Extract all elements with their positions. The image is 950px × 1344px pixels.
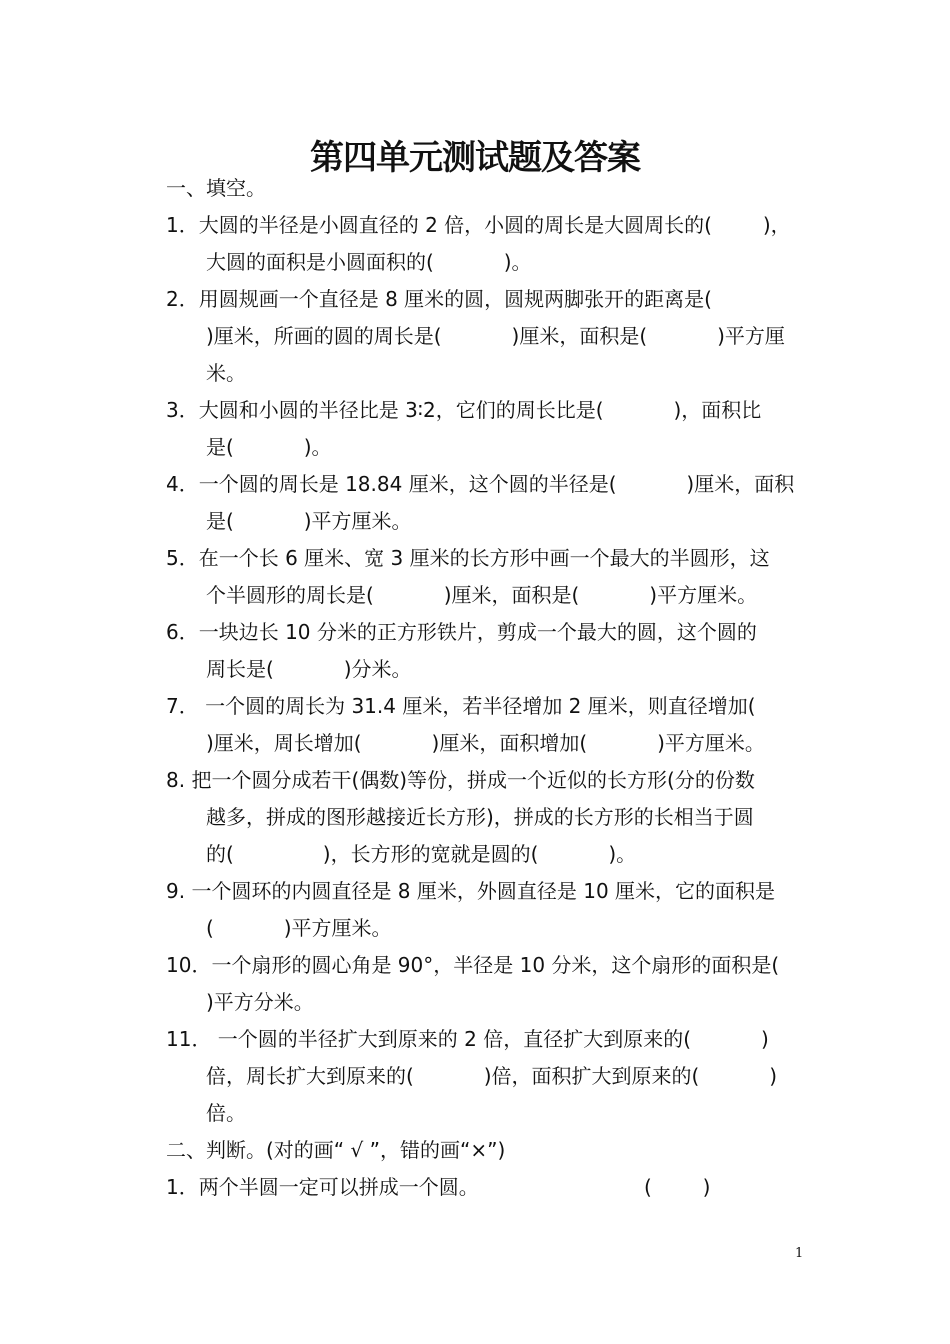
question-line: )厘米，周长增加( )厘米，面积增加( )平方厘米。 <box>206 731 765 755</box>
question-line: 4．一个圆的周长是 18.84 厘米，这个圆的半径是( )厘米，面积 <box>166 472 795 496</box>
question-line: 个半圆形的周长是( )厘米，面积是( )平方厘米。 <box>206 583 758 607</box>
question-line: 8. 把一个圆分成若干(偶数)等份，拼成一个近似的长方形(分的份数 <box>166 768 755 792</box>
question-line: 是( )。 <box>206 435 332 459</box>
question-line: 5．在一个长 6 厘米、宽 3 厘米的长方形中画一个最大的半圆形，这 <box>166 546 770 570</box>
question-line: 2．用圆规画一个直径是 8 厘米的圆，圆规两脚张开的距离是( <box>166 287 712 311</box>
question-line: 11． 一个圆的半径扩大到原来的 2 倍，直径扩大到原来的( ) <box>166 1027 769 1051</box>
document-body <box>166 170 810 1206</box>
question-line: 3．大圆和小圆的半径比是 3∶2，它们的周长比是( )，面积比 <box>166 398 762 422</box>
question-line: )厘米，所画的圆的周长是( )厘米，面积是( )平方厘 <box>206 324 785 348</box>
question-line: 9. 一个圆环的内圆直径是 8 厘米，外圆直径是 10 厘米，它的面积是 <box>166 879 776 903</box>
question-line: 7． 一个圆的周长为 31.4 厘米，若半径增加 2 厘米，则直径增加( <box>166 694 756 718</box>
question-line: 倍，周长扩大到原来的( )倍，面积扩大到原来的( ) <box>206 1064 778 1088</box>
question-list <box>166 207 810 1132</box>
section-heading-fill-blank: 一、填空。 <box>166 176 266 200</box>
section-heading-judge: 二、判断。(对的画“ √ ”，错的画“×”) <box>166 1138 506 1162</box>
judge-question-1: 1．两个半圆一定可以拼成一个圆。 ( ) <box>166 1175 711 1199</box>
question-line: 10．一个扇形的圆心角是 90°，半径是 10 分米，这个扇形的面积是( <box>166 953 780 977</box>
question-line: 是( )平方厘米。 <box>206 509 412 533</box>
question-line: ( )平方厘米。 <box>206 916 392 940</box>
question-line: 大圆的面积是小圆面积的( )。 <box>206 250 532 274</box>
question-line: )平方分米。 <box>206 990 314 1014</box>
question-line: 越多，拼成的图形越接近长方形)，拼成的长方形的长相当于圆 <box>206 805 754 829</box>
page-title: 第四单元测试题及答案 <box>310 138 640 178</box>
question-line: 倍。 <box>206 1101 246 1125</box>
question-line: 的( )，长方形的宽就是圆的( )。 <box>206 842 637 866</box>
question-line: 1．大圆的半径是小圆直径的 2 倍，小圆的周长是大圆周长的( )， <box>166 213 791 237</box>
question-line: 周长是( )分米。 <box>206 657 412 681</box>
question-line: 米。 <box>206 361 246 385</box>
page-number: 1 <box>795 1246 804 1261</box>
question-line: 6．一块边长 10 分米的正方形铁片，剪成一个最大的圆，这个圆的 <box>166 620 757 644</box>
